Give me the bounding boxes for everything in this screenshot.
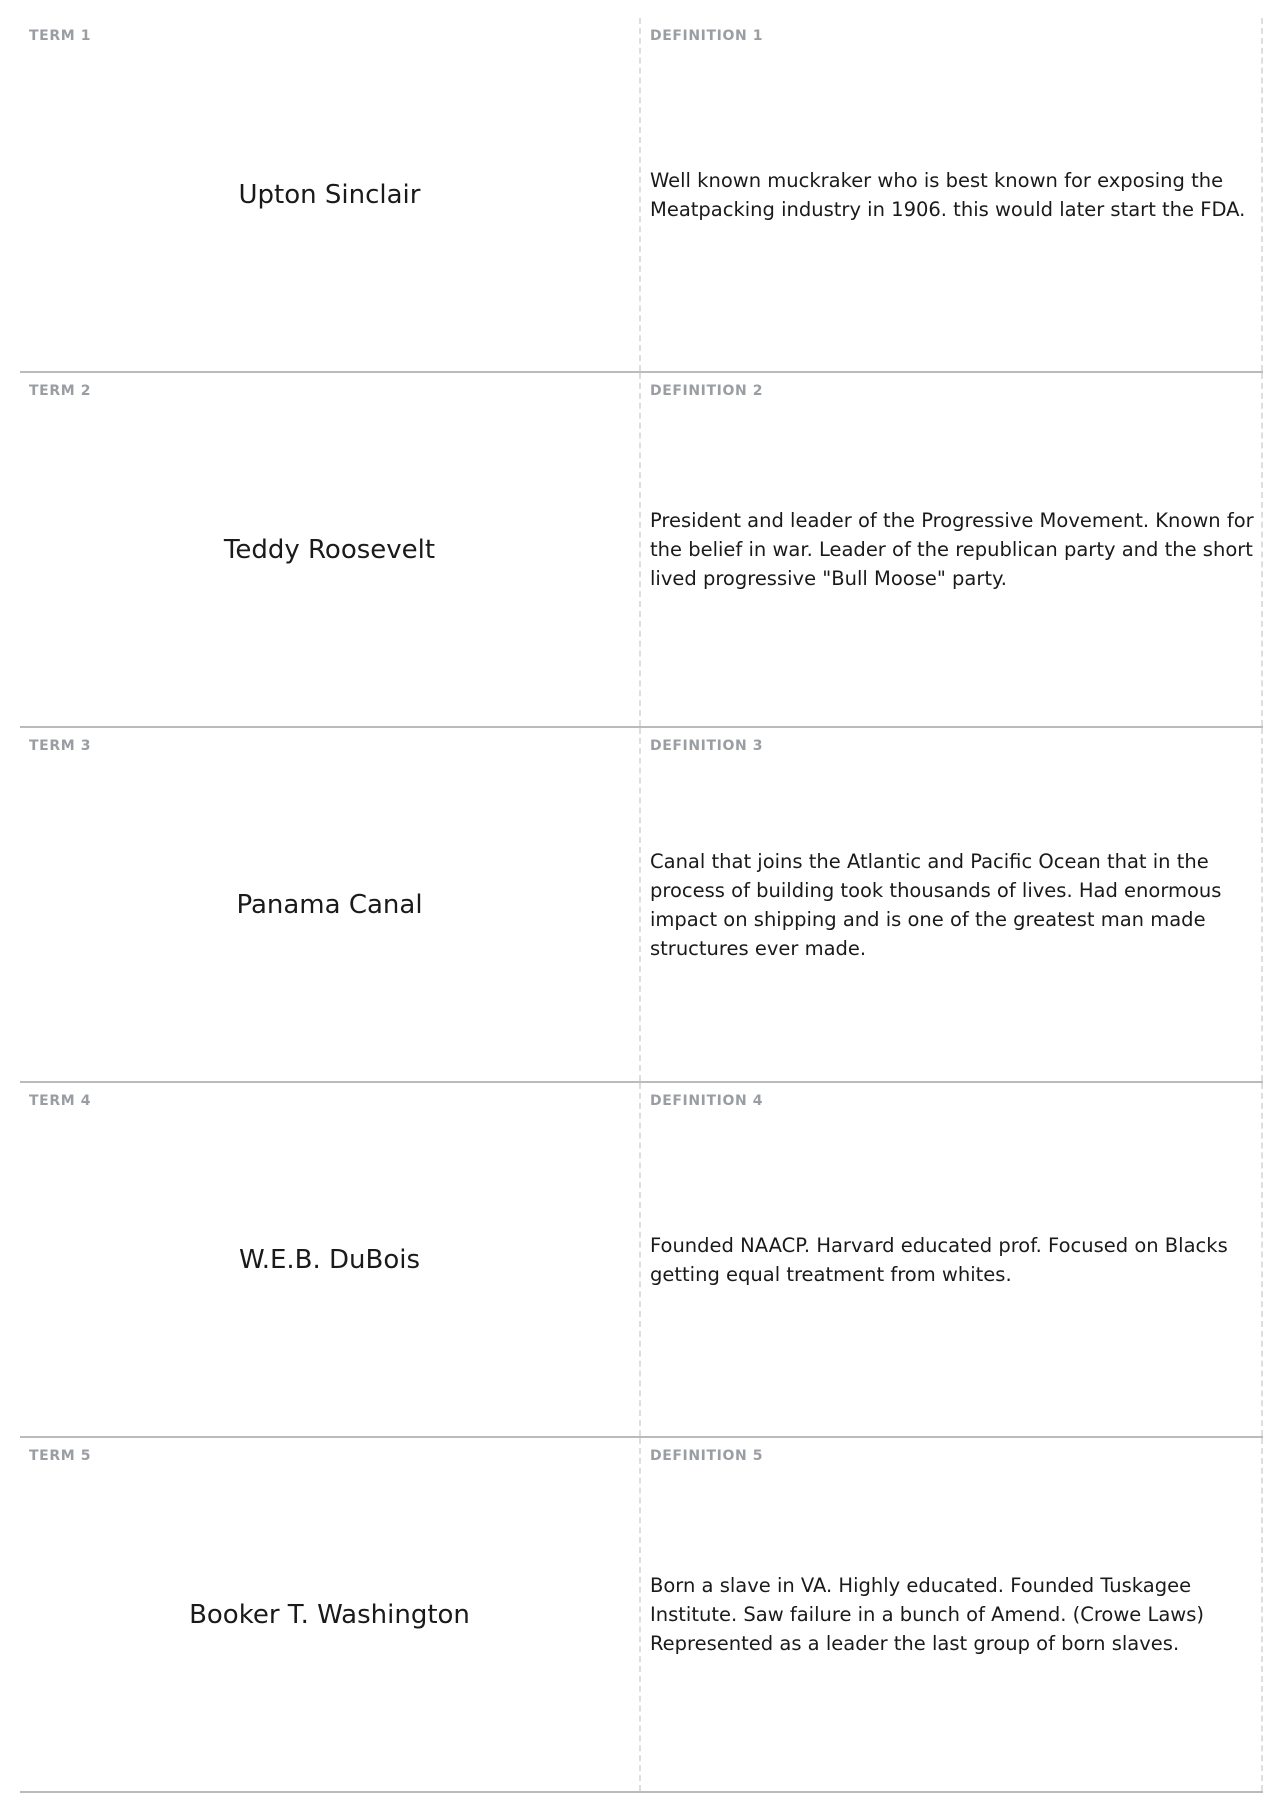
- term-text: W.E.B. DuBois: [238, 1244, 421, 1275]
- term-text: Panama Canal: [236, 889, 423, 920]
- term-cell: [20, 18, 641, 371]
- definition-label: DEFINITION 4: [650, 1093, 764, 1109]
- definition-text: [650, 728, 1257, 1081]
- term-label: TERM 3: [29, 738, 92, 754]
- flashcard-sheet: [20, 18, 1263, 1793]
- term-label: TERM 4: [29, 1093, 92, 1109]
- term-label: TERM 5: [29, 1448, 92, 1464]
- definition-body: Founded NAACP. Harvard educated prof. Focused on Blacks getting equal treatment from whites.: [650, 1233, 1228, 1286]
- definition-label: DEFINITION 1: [650, 28, 764, 44]
- definition-label: DEFINITION 5: [650, 1448, 764, 1464]
- flashcard-row: [20, 18, 1263, 373]
- definition-label: DEFINITION 3: [650, 738, 764, 754]
- term-text: Teddy Roosevelt: [223, 534, 436, 565]
- definition-cell: [641, 1083, 1263, 1436]
- definition-cell: [641, 373, 1263, 726]
- definition-text: [650, 1083, 1257, 1436]
- term-cell: [20, 728, 641, 1081]
- flashcard-row: [20, 728, 1263, 1083]
- flashcard-row: [20, 1083, 1263, 1438]
- term-label: TERM 2: [29, 383, 92, 399]
- term-cell: [20, 1438, 641, 1791]
- definition-body: Canal that joins the Atlantic and Pacific Ocean that in the process of building took thousands of lives. Had enormous impact on shipping and is one of the greatest man made structures ever made.: [650, 849, 1222, 960]
- definition-body: President and leader of the Progressive Movement. Known for the belief in war. Leader of the republican party and the short lived progressive "Bull Moose" party.: [650, 509, 1254, 590]
- definition-body: Born a slave in VA. Highly educated. Founded Tuskagee Institute. Saw failure in a bunch of Amend. (Crowe Laws) Represented as a leader the last group of born slaves.: [650, 1574, 1205, 1655]
- definition-body: Well known muckraker who is best known for exposing the Meatpacking industry in 1906. this would later start the FDA.: [650, 168, 1246, 221]
- definition-text: [650, 18, 1257, 371]
- term-label: TERM 1: [29, 28, 92, 44]
- flashcard-row: [20, 1438, 1263, 1793]
- definition-text: [650, 1438, 1257, 1791]
- definition-text: [650, 373, 1257, 726]
- term-text: Booker T. Washington: [189, 1599, 470, 1630]
- flashcard-row: [20, 373, 1263, 728]
- definition-label: DEFINITION 2: [650, 383, 764, 399]
- term-cell: [20, 373, 641, 726]
- term-text: Upton Sinclair: [238, 179, 421, 210]
- definition-cell: [641, 18, 1263, 371]
- definition-cell: [641, 1438, 1263, 1791]
- definition-cell: [641, 728, 1263, 1081]
- term-cell: [20, 1083, 641, 1436]
